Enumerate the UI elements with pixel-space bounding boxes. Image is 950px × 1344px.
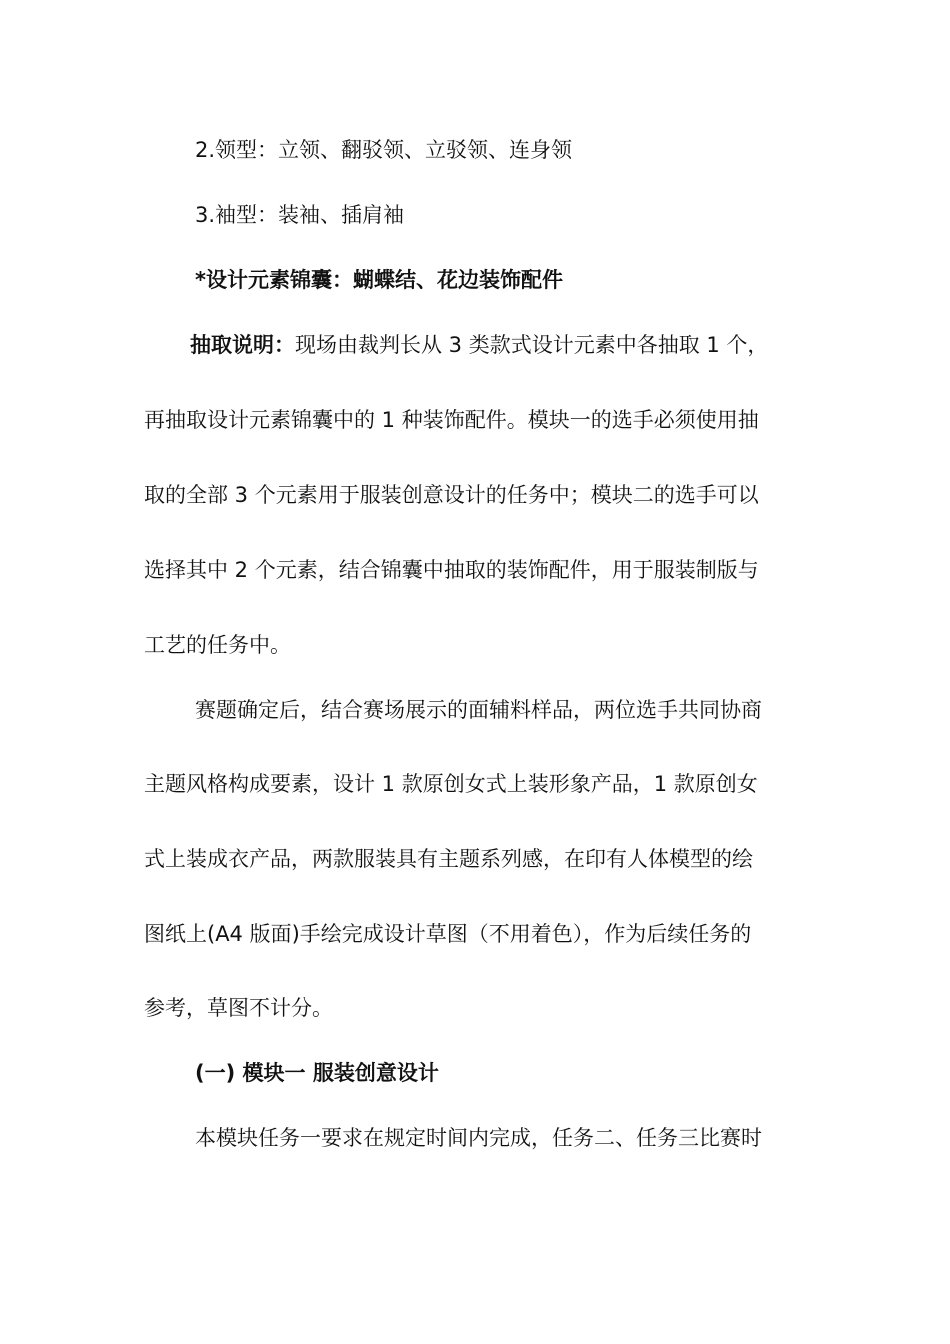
paragraph-line: 图纸上(A4 版面)手绘完成设计草图（不用着色），作为后续任务的 — [144, 922, 752, 946]
paragraph-line: 赛题确定后，结合赛场展示的面辅料样品，两位选手共同协商 — [195, 698, 762, 722]
paragraph-line: 再抽取设计元素锦囊中的 1 种装饰配件。模块一的选手必须使用抽 — [144, 408, 759, 432]
draw-instructions-label: 抽取说明： — [190, 333, 295, 357]
design-elements-kit-line: *设计元素锦囊：蝴蝶结、花边装饰配件 — [195, 268, 563, 292]
sleeve-type-line: 3.袖型：装袖、插肩袖 — [195, 203, 405, 227]
paragraph-line: 参考，草图不计分。 — [144, 996, 333, 1020]
draw-instructions-text: 现场由裁判长从 3 类款式设计元素中各抽取 1 个， — [295, 333, 769, 357]
paragraph-line: 本模块任务一要求在规定时间内完成，任务二、任务三比赛时 — [195, 1126, 762, 1150]
paragraph-line: 取的全部 3 个元素用于服装创意设计的任务中；模块二的选手可以 — [144, 483, 759, 507]
paragraph-line: 选择其中 2 个元素，结合锦囊中抽取的装饰配件，用于服装制版与 — [144, 558, 759, 582]
draw-instructions-line — [190, 331, 768, 359]
section-heading: (一) 模块一 服装创意设计 — [195, 1061, 439, 1085]
paragraph-line: 式上装成衣产品，两款服装具有主题系列感，在印有人体模型的绘 — [144, 847, 753, 871]
collar-type-line: 2.领型：立领、翻驳领、立驳领、连身领 — [195, 138, 573, 162]
paragraph-line: 主题风格构成要素，设计 1 款原创女式上装形象产品，1 款原创女 — [144, 772, 758, 796]
paragraph-line: 工艺的任务中。 — [144, 633, 291, 657]
